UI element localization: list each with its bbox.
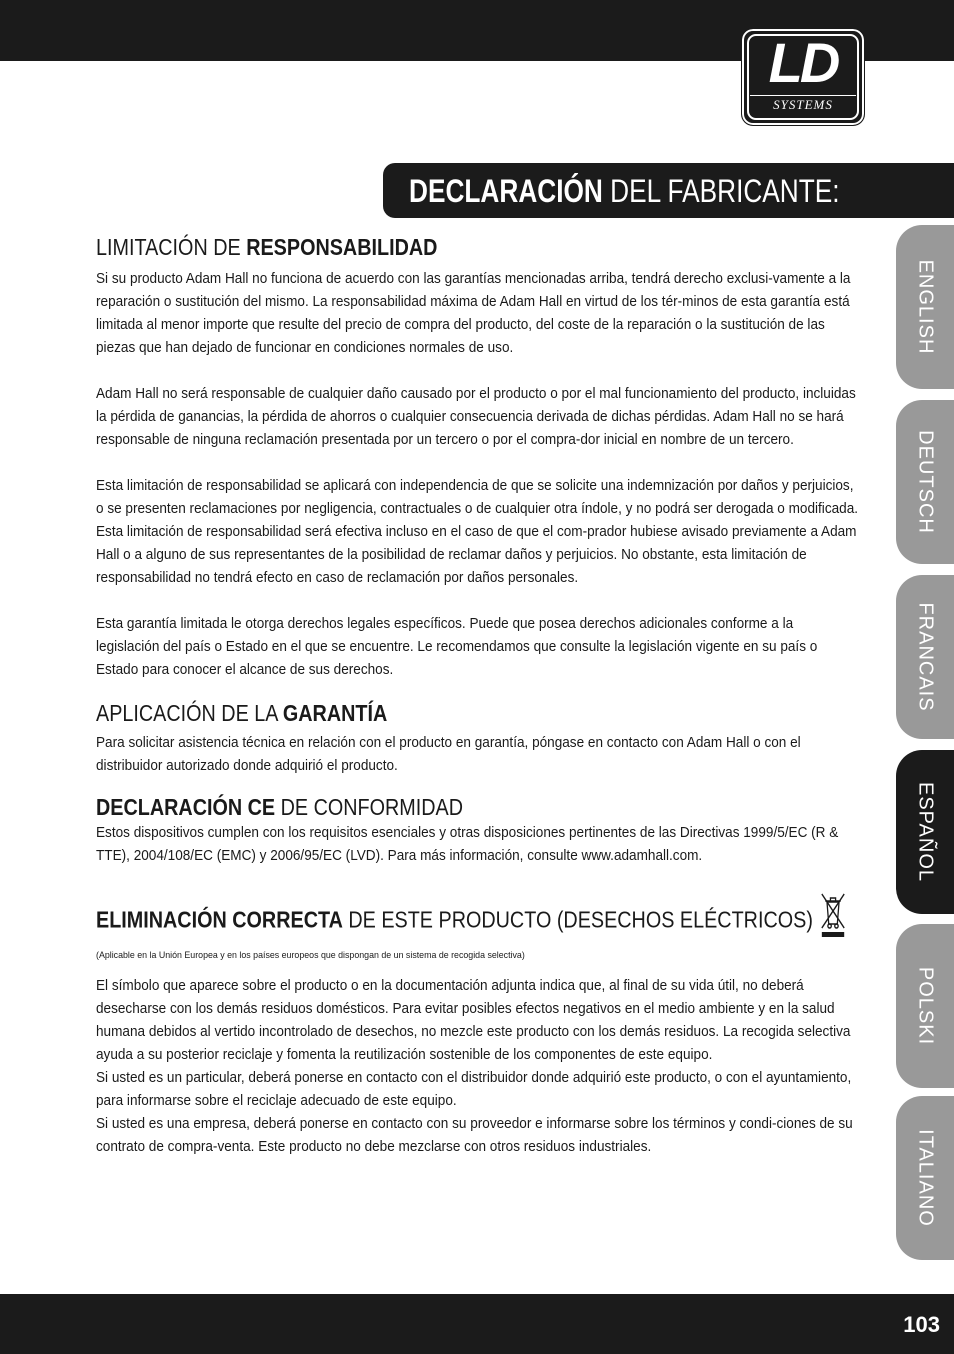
liability-heading-light: LIMITACIÓN DE [96,234,247,260]
ce-heading-light: DE CONFORMIDAD [275,794,464,820]
disposal-paragraph-2: Si usted es un particular, deberá ponerse en contacto con el distribuidor donde adquirió este producto, o con el ayuntamiento, para informarse sobre el reciclaje adecuado de este equipo. [96,1070,852,1109]
tab-espanol-label: ESPAÑOL [914,782,937,882]
liability-paragraph-3: Esta limitación de responsabilidad se aplicará con independencia de que se solicite una indemnización por daños y perjuicios, o se presenten reclamaciones por negligencia, contractuales o de cualquier otra índole, y no podrá ser derogada o modificada. Esta limitación de responsabilidad será efectiva incluso en el caso de que el com-prador hubiese avisado previamente a Adam Hall o a alguno de sus representantes de la posibilidad de reclamar daños y perjuicios. No obstante, esta limitación de responsabilidad no tendrá efecto en caso de reclamación por daños personales. [96,478,859,586]
disposal-paragraph-1: El símbolo que aparece sobre el producto o en la documentación adjunta indica que, al final de su vida útil, no deberá desecharse con los demás residuos domésticos. Para evitar posibles efectos negativos en el medio ambiente y en la salud humana debidos al vertido incontrolado de desechos, no mezcle este producto con los demás residuos. La recogida selectiva ayuda a su posterior reciclaje y fomenta la reutilización sostenible de los componentes de este equipo. [96,978,851,1063]
liability-paragraph-4: Esta garantía limitada le otorga derechos legales específicos. Puede que posea derechos adicionales conforme a la legislación del país o Estado en el que se encuentre. Le recomendamos que consulte la legislación vigente en su país o Estado para conocer el alcance de sus derechos. [96,616,818,678]
tab-italiano[interactable] [896,1096,954,1260]
tab-francais-label: FRANCAIS [914,602,937,712]
tab-polski-label: POLSKI [914,966,937,1046]
liability-paragraph-2: Adam Hall no será responsable de cualquier daño causado por el producto o por el mal funcionamiento del producto, incluidas la pérdida de ganancias, la pérdida de ahorros o cualquier consecuencia derivada de dichas pérdidas. Adam Hall no se hará responsable de ninguna reclamación presentada por un tercero o por el compra-dor inicial en nombre de un tercero. [96,386,856,448]
tab-espanol[interactable] [896,750,954,914]
disposal-heading [96,894,813,949]
ce-heading-bold: DECLARACIÓN CE [96,794,276,820]
tab-english-label: ENGLISH [914,259,937,355]
bottom-bar [0,1294,954,1354]
tab-italiano-label: ITALIANO [914,1129,937,1227]
warranty-heading [96,698,751,728]
warranty-text: Para solicitar asistencia técnica en relación con el producto en garantía, póngase en contacto con Adam Hall o con el distribuidor autorizado donde adquirió el producto. [96,735,801,774]
tab-francais[interactable] [896,575,954,739]
page-title-rest: DEL FABRICANTE: [602,173,840,209]
warranty-heading-bold: GARANTÍA [282,700,388,726]
page-title [409,172,840,210]
tab-polski[interactable] [896,924,954,1088]
disposal-paragraph-3: Si usted es una empresa, deberá ponerse en contacto con su proveedor e informarse sobre los términos y condi-ciones de su contrato de compra-venta. Este producto no debe mezclarse con otros residuos industriales. [96,1116,853,1155]
warranty-heading-light: APLICACIÓN DE LA [96,700,283,726]
liability-heading [96,232,751,262]
tab-english[interactable] [896,225,954,389]
tab-deutsch[interactable] [896,400,954,564]
liability-paragraph-1: Si su producto Adam Hall no funciona de acuerdo con las garantías mencionadas arriba, tendrá derecho exclusi-vamente a la reparación o sustitución del mismo. La responsabilidad máxima de Adam Hall en virtud de los tér-minos de esta garantía está limitada al menor importe que resulte del precio de compra del producto, del coste de la reparación o la sustitución de las piezas que han dejado de funcionar en condiciones normales de uso. [96,271,851,356]
page-title-bold: DECLARACIÓN [409,173,603,209]
page-title-bar [383,163,954,218]
disposal-heading-light: DE ESTE PRODUCTO (DESECHOS ELÉCTRICOS) [342,906,813,933]
ce-text: Estos dispositivos cumplen con los requisitos esenciales y otras disposiciones pertinentes de las Directivas 1999/5/EC (R & TTE), 2004/108/EC (EMC) y 2006/95/EC (LVD). Para más información, consulte www.adamhall.com. [96,825,839,864]
tab-deutsch-label: DEUTSCH [914,430,937,534]
disposal-note: (Aplicable en la Unión Europea y en los países europeos que dispongan de un sistema de recogida selectiva) [96,950,525,961]
ce-heading [96,792,751,822]
page-number: 103 [903,1312,940,1337]
ld-systems-logo [741,28,865,126]
weee-bin-icon [820,890,846,945]
logo-systems-text: SYSTEMS [750,95,856,113]
main-content [96,232,858,1159]
disposal-heading-bold: ELIMINACIÓN CORRECTA [96,906,343,933]
liability-heading-bold: RESPONSABILIDAD [246,234,438,260]
logo-ld-text: LD [768,31,838,94]
